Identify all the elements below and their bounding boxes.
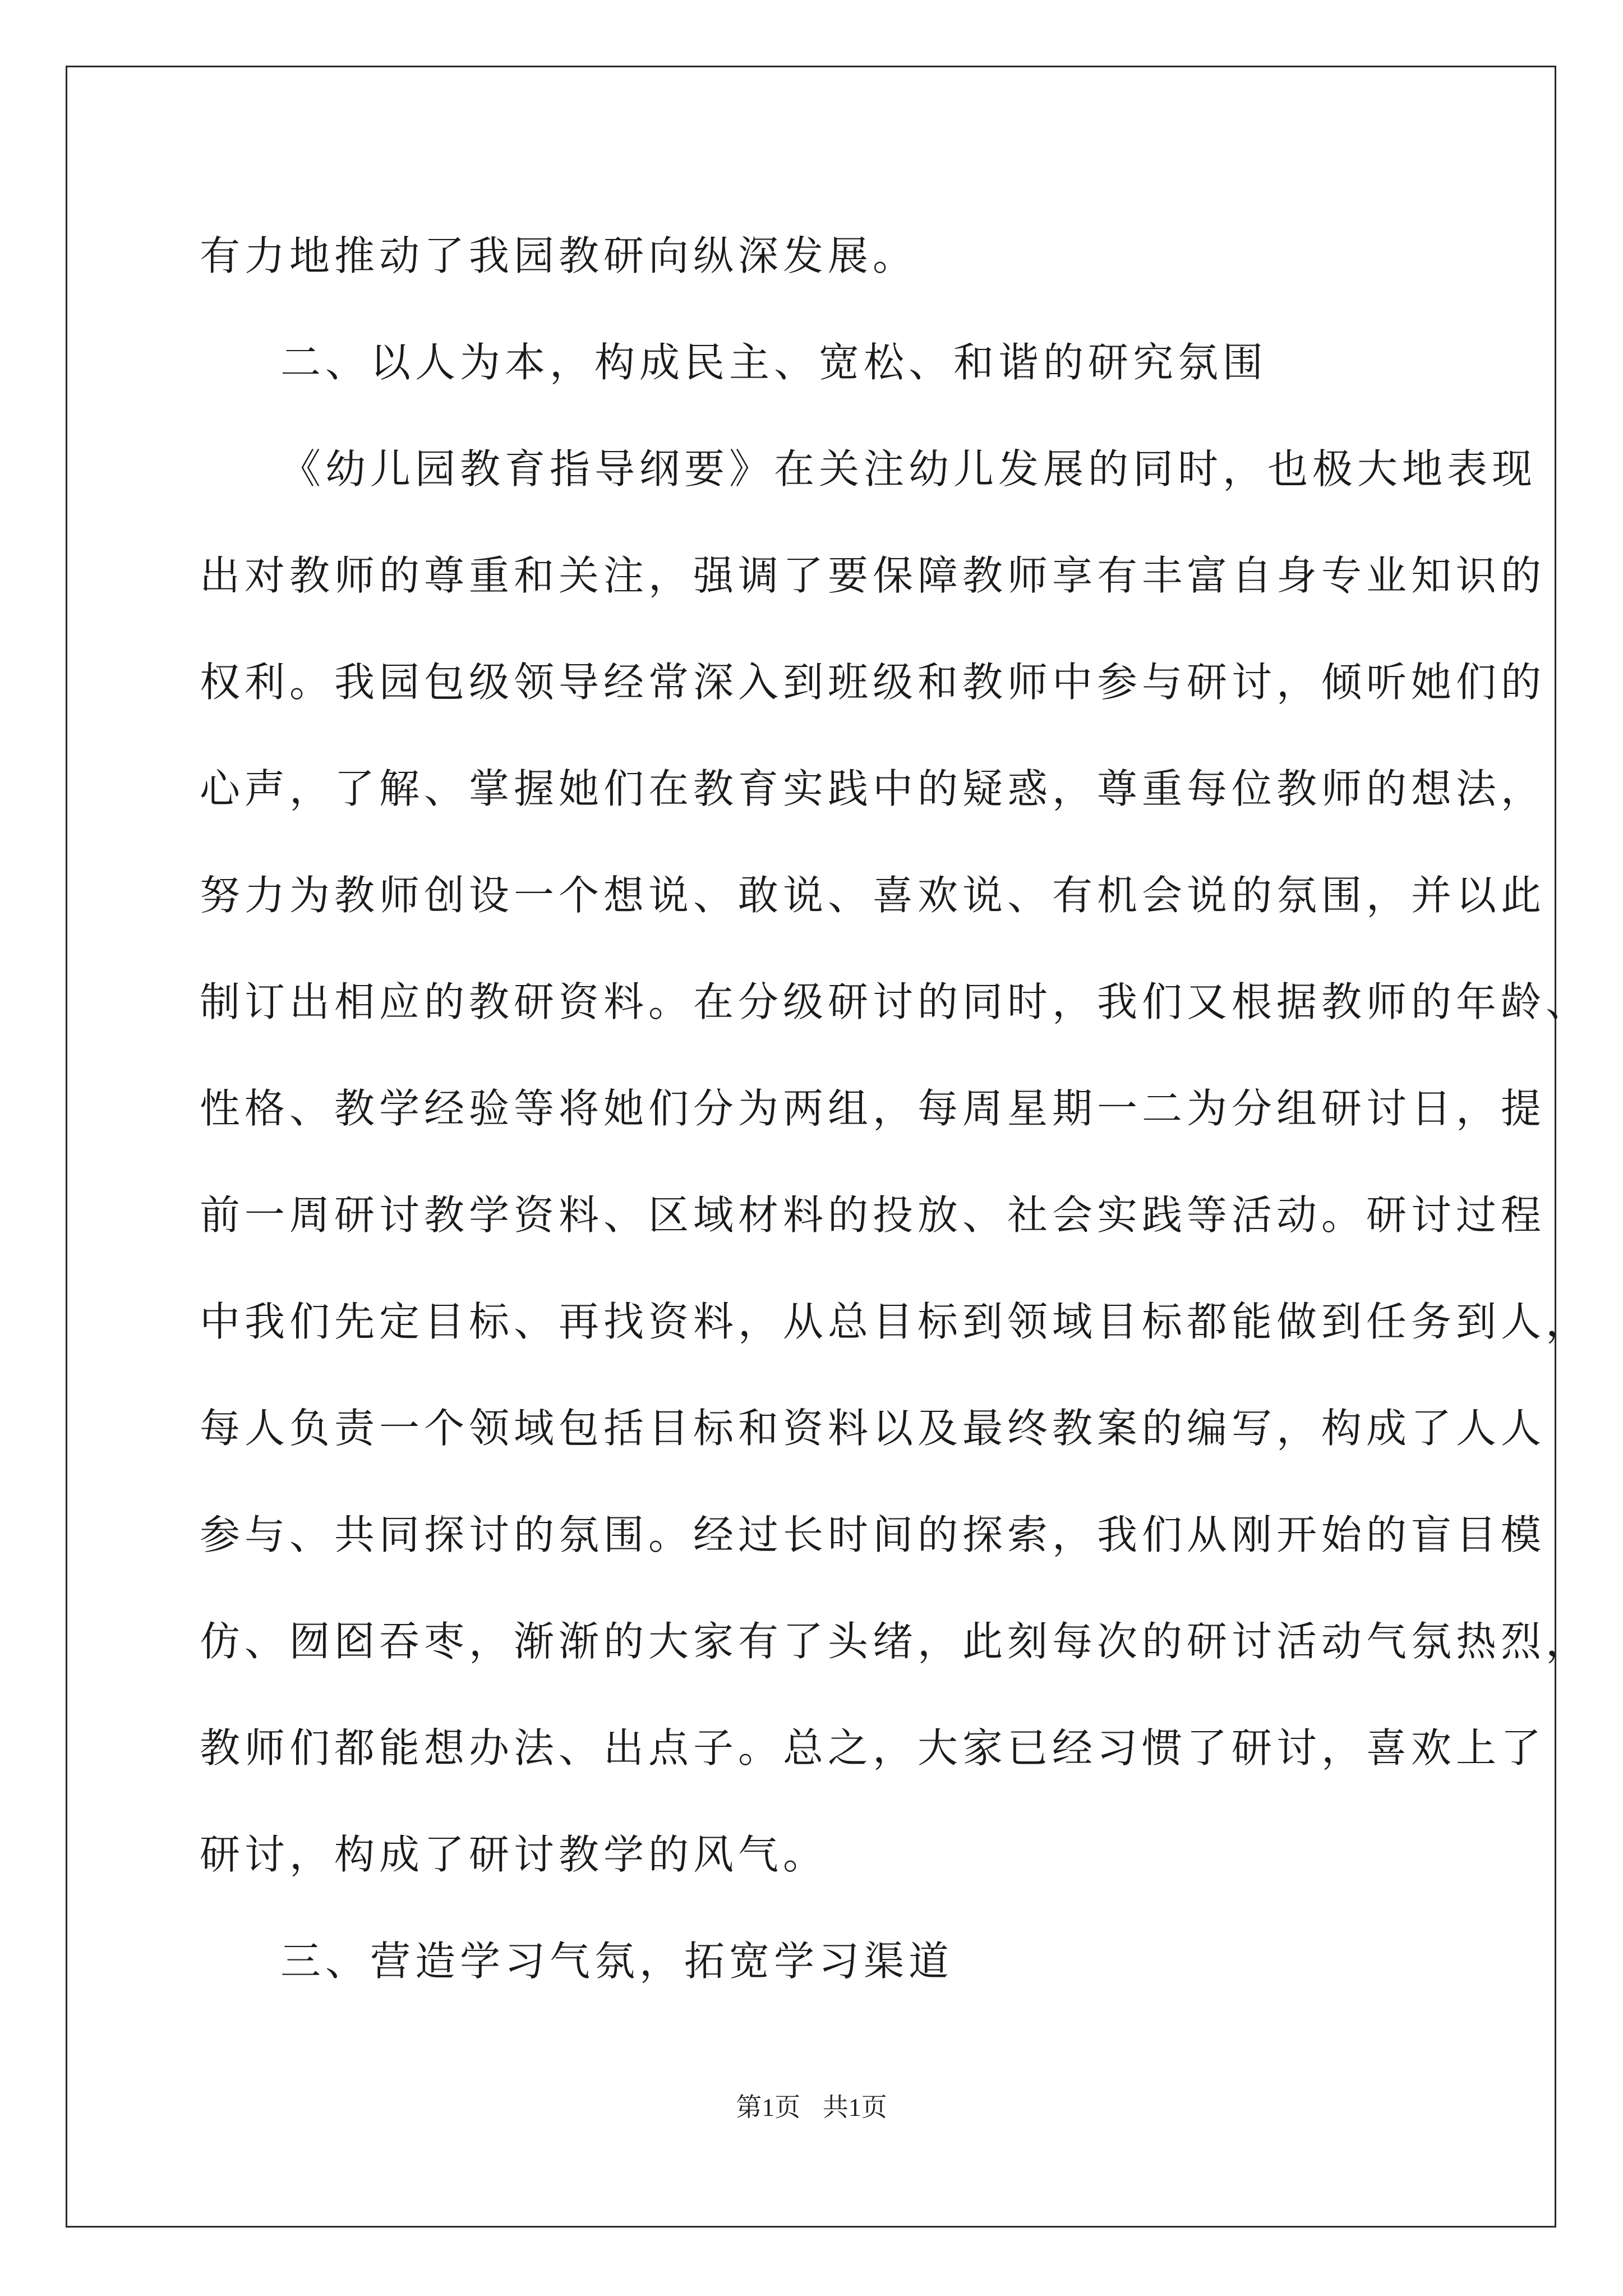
text-line: 仿、囫囵吞枣，渐渐的大家有了头绪，此刻每次的研讨活动气氛热烈， — [200, 1618, 1591, 1665]
page-footer — [0, 2087, 1623, 2124]
text-line: 权利。我园包级领导经常深入到班级和教师中参与研讨，倾听她们的 — [200, 659, 1546, 706]
text-line: 有力地推动了我园教研向纵深发展。 — [200, 232, 918, 279]
text-line: 研讨，构成了研讨教学的风气。 — [200, 1831, 828, 1878]
page-total: 共1页 — [822, 2093, 887, 2122]
text-line: 制订出相应的教研资料。在分级研讨的同时，我们又根据教师的年龄、 — [200, 978, 1591, 1025]
page-border — [66, 66, 1556, 2228]
text-line: 教师们都能想办法、出点子。总之，大家已经习惯了研讨，喜欢上了 — [200, 1724, 1546, 1772]
text-line: 每人负责一个领域包括目标和资料以及最终教案的编写，构成了人人 — [200, 1405, 1546, 1452]
text-line: 中我们先定目标、再找资料，从总目标到领域目标都能做到任务到人， — [200, 1298, 1591, 1345]
text-line: 心声，了解、掌握她们在教育实践中的疑惑，尊重每位教师的想法， — [200, 765, 1546, 812]
text-line: 努力为教师创设一个想说、敢说、喜欢说、有机会说的氛围，并以此 — [200, 872, 1546, 919]
page-number: 第1页 — [736, 2093, 801, 2122]
text-line: 出对教师的尊重和关注，强调了要保障教师享有丰富自身专业知识的 — [200, 552, 1546, 599]
text-line: 性格、教学经验等将她们分为两组，每周星期一二为分组研讨日，提 — [200, 1085, 1546, 1132]
text-line: 参与、共同探讨的氛围。经过长时间的探索，我们从刚开始的盲目模 — [200, 1511, 1546, 1558]
text-line: 《幼儿园教育指导纲要》在关注幼儿发展的同时，也极大地表现 — [280, 445, 1537, 493]
section-heading: 三、营造学习气氛，拓宽学习渠道 — [280, 1938, 954, 1985]
text-line: 前一周研讨教学资料、区域材料的投放、社会实践等活动。研讨过程 — [200, 1191, 1546, 1239]
section-heading: 二、以人为本，构成民主、宽松、和谐的研究氛围 — [280, 339, 1268, 386]
